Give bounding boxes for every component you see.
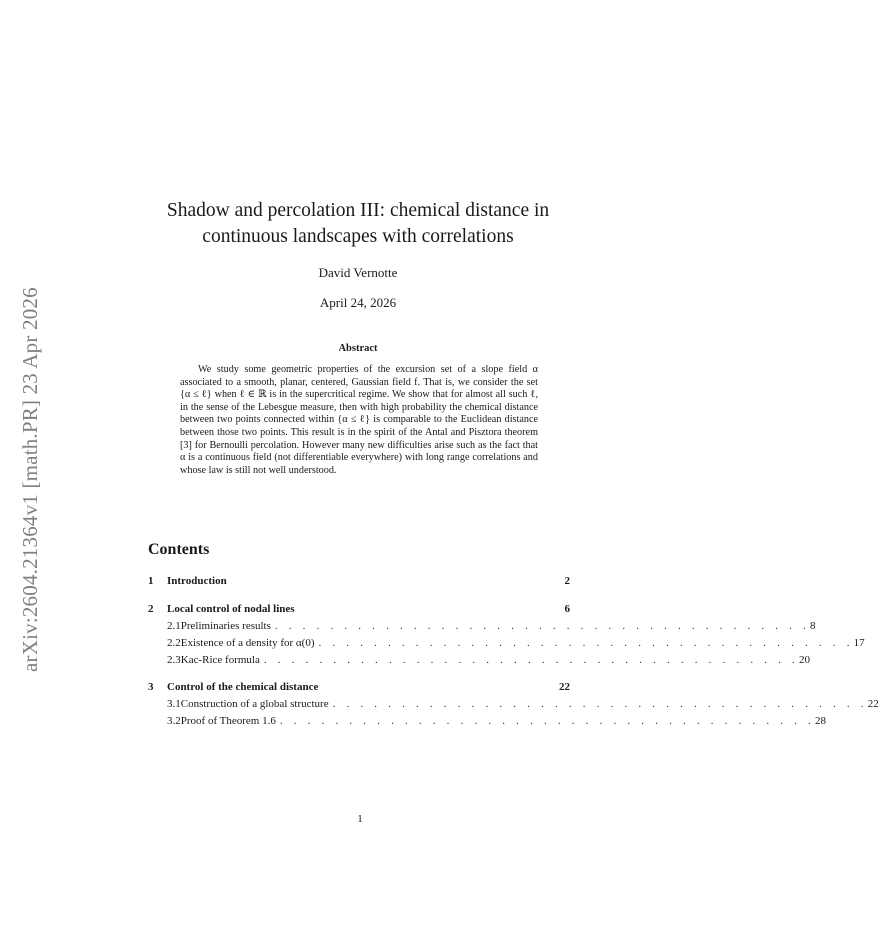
toc-subsection-page: 17	[853, 637, 865, 649]
toc-section[interactable]	[148, 575, 570, 589]
abstract-heading: Abstract	[338, 343, 378, 354]
toc-subsection-label: Construction of a global structure	[180, 698, 329, 710]
toc-subsection-label: Existence of a density for α(0)	[180, 637, 315, 649]
toc-leader-dots: . . . . . . . . . . . . . . . . . . . . . . . . . . . . . . . . . . . . . . .	[318, 637, 854, 649]
toc-subsection-page: 22	[867, 698, 879, 710]
author-name: David Vernotte	[318, 265, 398, 280]
toc-subsection[interactable]	[167, 715, 827, 729]
toc-section-label: Introduction	[167, 575, 227, 587]
toc-section-page: 2	[564, 575, 570, 587]
arxiv-sidebar-stamp: arXiv:2604.21364v1 [math.PR] 23 Apr 2026	[18, 287, 42, 672]
toc-subsection-number: 3.2	[167, 715, 181, 727]
abstract-text: We study some geometric properties of the excursion set of a slope field α associated to a smooth, planar, centered, Gaussian field f. That is, we consider the set {α ≤ ℓ} when ℓ ∈ ℝ is in the supercritical regime. We show that for almost all such ℓ, in the sense of the Lebesgue measure, then with high probability the chemical distance between two points connected within {α ≤ ℓ} is comparable to the Euclidean distance between those two points. This result is in the spirit of the Antal and Pisztora theorem [3] for Bernoulli percolation. However many new difficulties arise such as the fact that α is a continuous field (not differentiable everywhere) with long range correlations and whose law is still not well understood.	[180, 364, 538, 476]
toc-section-label: Local control of nodal lines	[167, 603, 295, 615]
toc-section-number: 1	[148, 575, 154, 587]
toc-section-number: 2	[148, 603, 154, 615]
toc-section[interactable]	[148, 603, 570, 617]
title-line-1: Shadow and percolation III: chemical distance in	[166, 200, 550, 221]
contents-heading: Contents	[148, 541, 210, 558]
toc-section[interactable]	[148, 681, 570, 695]
toc-section-label: Control of the chemical distance	[167, 681, 319, 693]
toc-subsection-page: 20	[799, 654, 811, 666]
toc-subsection-number: 2.2	[167, 637, 181, 649]
toc-leader-dots: . . . . . . . . . . . . . . . . . . . . . . . . . . . . . . . . . . . . . . .	[263, 654, 800, 666]
toc-leader-dots: . . . . . . . . . . . . . . . . . . . . . . . . . . . . . . . . . . . . . . .	[332, 698, 868, 710]
toc-subsection-number: 2.3	[167, 654, 181, 666]
toc-subsection-label: Preliminaries results	[180, 620, 271, 632]
toc-subsection[interactable]	[167, 620, 816, 634]
toc-subsection-label: Proof of Theorem 1.6	[180, 715, 276, 727]
title-line-2: continuous landscapes with correlations	[202, 226, 514, 247]
toc-subsection-label: Kac-Rice formula	[180, 654, 260, 666]
toc-subsection[interactable]	[167, 698, 879, 712]
toc-subsection-number: 3.1	[167, 698, 181, 710]
toc-leader-dots: . . . . . . . . . . . . . . . . . . . . . . . . . . . . . . . . . . . . . . .	[279, 715, 816, 727]
toc-section-number: 3	[148, 681, 154, 693]
publication-date: April 24, 2026	[319, 295, 397, 310]
page-number: 1	[357, 813, 363, 825]
toc-subsection[interactable]	[167, 637, 865, 651]
toc-section-page: 6	[564, 603, 570, 615]
toc-subsection-number: 2.1	[167, 620, 181, 632]
toc-leader-dots: . . . . . . . . . . . . . . . . . . . . . . . . . . . . . . . . . . . . . . .	[274, 620, 811, 632]
paper-title	[120, 198, 596, 250]
toc-subsection-page: 28	[815, 715, 827, 727]
toc-subsection[interactable]	[167, 654, 811, 668]
toc-section-page: 22	[559, 681, 570, 693]
toc-subsection-page: 8	[810, 620, 816, 632]
